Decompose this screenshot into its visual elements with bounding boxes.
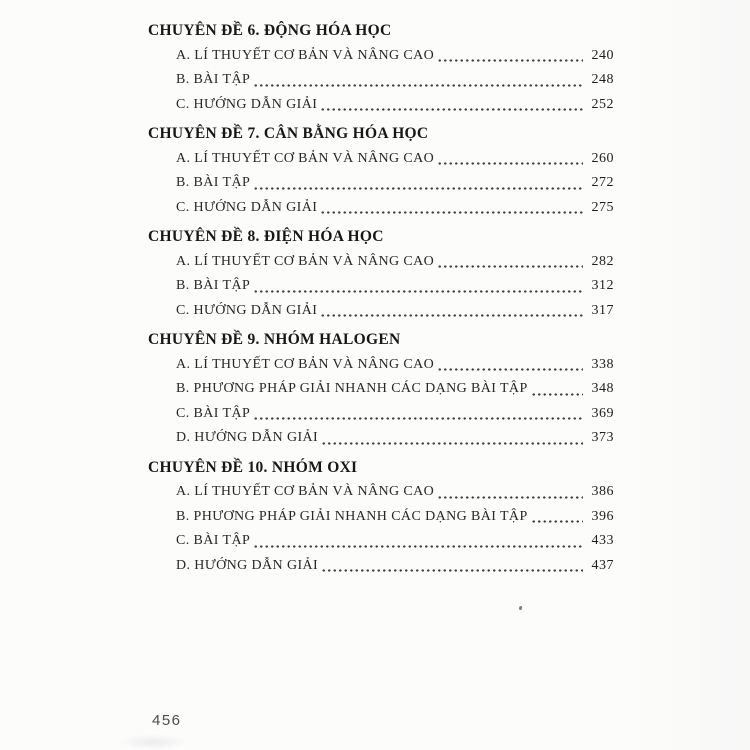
toc-entry-row	[148, 299, 614, 324]
toc-entry-page-number: 260	[591, 150, 614, 166]
toc-entry-row	[148, 480, 614, 505]
toc-entry-label: C. BÀI TẬP	[176, 533, 251, 548]
toc-entry-label: B. BÀI TẬP	[176, 175, 251, 190]
toc-section	[148, 225, 614, 323]
toc-entry-label: C. HƯỚNG DẪN GIẢI	[176, 302, 318, 318]
toc-dot-leader	[321, 569, 583, 572]
toc-dot-leader	[320, 314, 583, 317]
scan-speck	[518, 606, 522, 611]
toc-section-title: CHUYÊN ĐỀ 10. NHÓM OXI	[148, 458, 358, 476]
toc-section-items	[148, 353, 614, 451]
toc-entry-label: A. LÍ THUYẾT CƠ BẢN VÀ NÂNG CAO	[176, 150, 435, 166]
toc-entry-label: B. BÀI TẬP	[176, 278, 251, 293]
toc-entry-page-number: 240	[591, 47, 614, 63]
toc-entry-label: A. LÍ THUYẾT CƠ BẢN VÀ NÂNG CAO	[176, 484, 435, 499]
toc-dot-leader	[437, 59, 583, 62]
toc-section-items	[148, 480, 614, 578]
toc-entry-row	[148, 93, 614, 118]
toc-entry-row	[148, 44, 614, 69]
toc-entry-row	[148, 554, 614, 579]
toc-entry-page-number: 396	[591, 508, 614, 524]
table-of-contents	[148, 19, 614, 578]
toc-section-title: CHUYÊN ĐỀ 8. ĐIỆN HÓA HỌC	[148, 228, 384, 245]
toc-section-items	[148, 147, 614, 221]
toc-entry-page-number: 272	[591, 175, 614, 190]
toc-dot-leader	[253, 417, 583, 420]
scan-edge-shading	[630, 0, 750, 750]
toc-entry-row	[148, 426, 614, 451]
toc-entry-page-number: 248	[591, 72, 614, 87]
toc-entry-label: C. HƯỚNG DẪN GIẢI	[176, 199, 318, 215]
toc-entry-label: A. LÍ THUYẾT CƠ BẢN VÀ NÂNG CAO	[176, 47, 435, 63]
toc-entry-row	[148, 377, 614, 402]
toc-entry-label: A. LÍ THUYẾT CƠ BẢN VÀ NÂNG CAO	[176, 356, 435, 372]
toc-dot-leader	[531, 520, 583, 523]
toc-entry-label: D. HƯỚNG DẪN GIẢI	[176, 430, 319, 445]
toc-dot-leader	[253, 84, 583, 87]
toc-section-items	[148, 44, 614, 118]
toc-entry-page-number: 275	[591, 199, 614, 215]
toc-entry-page-number: 317	[591, 302, 614, 318]
toc-entry-row	[148, 171, 614, 196]
toc-dot-leader	[253, 187, 583, 190]
toc-dot-leader	[321, 442, 583, 445]
toc-dot-leader	[320, 108, 583, 111]
toc-entry-page-number: 369	[591, 405, 614, 421]
toc-dot-leader	[253, 290, 583, 293]
toc-section	[148, 122, 614, 220]
scan-corner-smudge	[118, 734, 188, 750]
toc-entry-page-number: 437	[591, 557, 614, 573]
toc-entry-page-number: 373	[591, 430, 614, 445]
toc-entry-page-number: 433	[591, 533, 614, 548]
toc-dot-leader	[437, 496, 583, 499]
toc-entry-label: D. HƯỚNG DẪN GIẢI	[176, 557, 319, 573]
toc-entry-label: A. LÍ THUYẾT CƠ BẢN VÀ NÂNG CAO	[176, 253, 435, 269]
toc-entry-row	[148, 529, 614, 554]
toc-entry-label: B. PHƯƠNG PHÁP GIẢI NHANH CÁC DẠNG BÀI TẬP	[176, 381, 528, 396]
toc-entry-row	[148, 353, 614, 378]
toc-entry-row	[148, 147, 614, 172]
toc-dot-leader	[437, 162, 583, 165]
toc-entry-label: C. BÀI TẬP	[176, 405, 251, 421]
toc-entry-row	[148, 274, 614, 299]
toc-entry-label: B. PHƯƠNG PHÁP GIẢI NHANH CÁC DẠNG BÀI TẬP	[176, 508, 528, 524]
toc-section-items	[148, 250, 614, 324]
toc-entry-page-number: 338	[591, 356, 614, 372]
toc-entry-row	[148, 402, 614, 427]
toc-entry-row	[148, 250, 614, 275]
toc-entry-label: C. HƯỚNG DẪN GIẢI	[176, 96, 318, 112]
toc-entry-page-number: 282	[591, 253, 614, 269]
footer-page-number: 456	[152, 712, 182, 729]
toc-entry-page-number: 312	[591, 278, 614, 293]
toc-entry-label: B. BÀI TẬP	[176, 72, 251, 87]
toc-entry-page-number: 386	[591, 484, 614, 499]
toc-section	[148, 19, 614, 117]
toc-entry-row	[148, 505, 614, 530]
toc-entry-page-number: 348	[591, 381, 614, 396]
toc-section-title: CHUYÊN ĐỀ 7. CÂN BẰNG HÓA HỌC	[148, 125, 429, 142]
toc-dot-leader	[320, 211, 583, 214]
toc-dot-leader	[437, 368, 583, 371]
toc-entry-page-number: 252	[591, 96, 614, 112]
toc-dot-leader	[531, 393, 583, 396]
toc-section-title: CHUYÊN ĐỀ 6. ĐỘNG HÓA HỌC	[148, 22, 392, 39]
toc-entry-row	[148, 68, 614, 93]
toc-dot-leader	[253, 545, 583, 548]
toc-section	[148, 328, 614, 451]
toc-entry-row	[148, 196, 614, 221]
toc-dot-leader	[437, 265, 583, 268]
toc-section	[148, 456, 614, 579]
toc-section-title: CHUYÊN ĐỀ 9. NHÓM HALOGEN	[148, 331, 401, 348]
